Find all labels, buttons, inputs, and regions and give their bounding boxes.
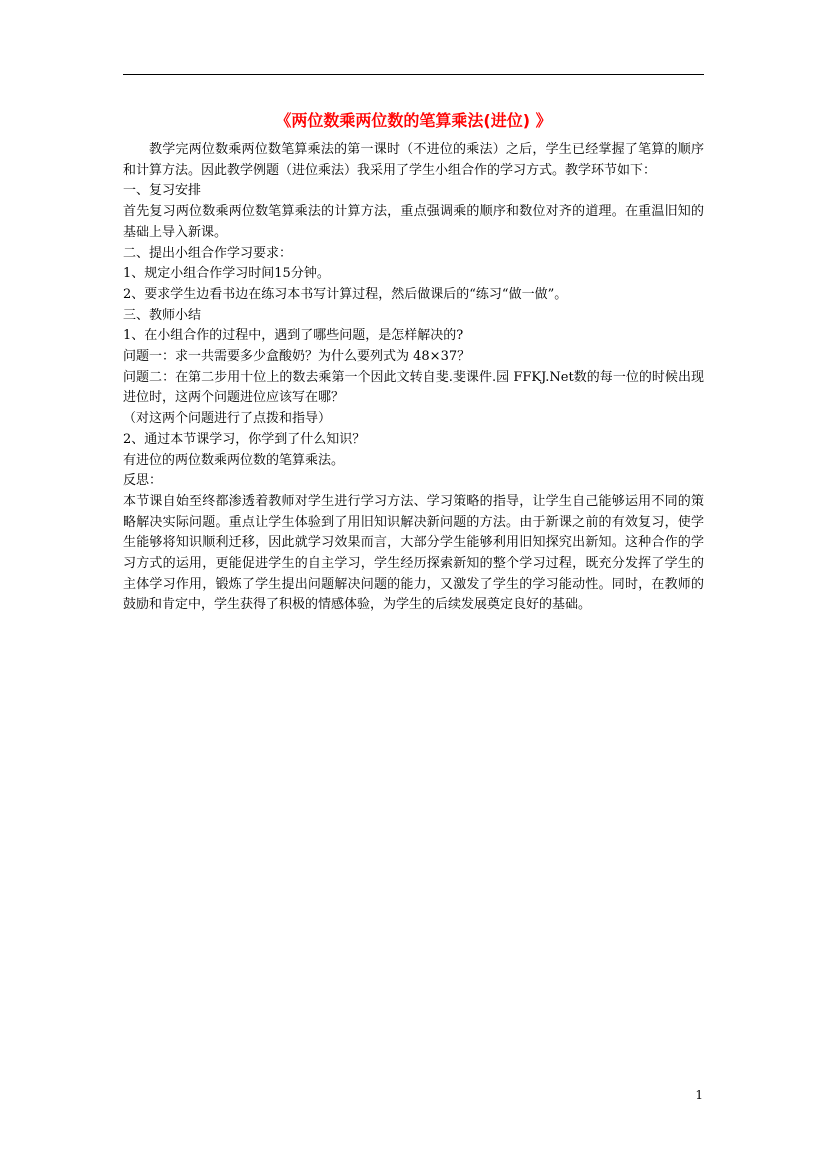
requirement-item-2: 2、要求学生边看书边在练习本书写计算过程，然后做课后的“练习“做一做”。 [123, 286, 568, 302]
reflection-heading: 反思： [123, 473, 163, 489]
reflection-paragraph: 本节课自始至终都渗透着教师对学生进行学习方法、学习策略的指导，让学生自己能够运用不同的策略解决实际问题。重点让学生体验到了用旧知识解决新问题的方法。由于新课之前的有效复习，使学生能够将知识顺利迁移，因此就学习效果而言，大部分学生能够利用旧知探究出新知。这种合作的学习方式的运用，更能促进学生的自主学习，学生经历探索新知的整个学习过程，既充分发挥了学生的主体学习作用，锻炼了学生提出问题解决问题的能力，又激发了学生的学习能动性。同时，在教师的鼓励和肯定中，学生获得了积极的情感体验，为学生的后续发展奠定良好的基础。 [123, 493, 704, 613]
section-heading-review: 一、复习安排 [123, 183, 202, 199]
page-number: 1 [695, 1088, 703, 1102]
intro-paragraph: 教学完两位数乘两位数笔算乘法的第一课时（不进位的乘法）之后，学生已经掌握了笔算的顺序和计算方法。因此教学例题（进位乘法）我采用了学生小组合作的学习方式。教学环节如下： [123, 142, 704, 178]
question-two: 问题二：在第二步用十位上的数去乘第一个因此文转自斐.斐课件.园 FFKJ.Net数的每一位的时候出现进位时，这两个问题进位应该写在哪？ [123, 369, 704, 406]
header-rule [123, 74, 704, 75]
question-one: 问题一：求一共需要多少盒酸奶？为什么要列式为 48×37？ [123, 349, 471, 365]
document-body [123, 140, 704, 616]
review-paragraph: 首先复习两位数乘两位数笔算乘法的计算方法，重点强调乘的顺序和数位对齐的道理。在重温旧知的基础上导入新课。 [123, 204, 704, 240]
summary-answer: 有进位的两位数乘两位数的笔算乘法。 [123, 452, 345, 468]
document-title: 《两位数乘两位数的笔算乘法(进位) 》 [275, 111, 552, 130]
section-heading-group-requirements: 二、提出小组合作学习要求： [123, 245, 293, 261]
summary-item-2: 2、通过本节课学习，你学到了什么知识？ [123, 431, 366, 447]
guidance-note: （对这两个问题进行了点拨和指导） [123, 411, 332, 427]
requirement-item-1: 1、规定小组合作学习时间15分钟。 [123, 266, 330, 282]
section-heading-teacher-summary: 三、教师小结 [123, 307, 202, 323]
summary-item-1: 1、在小组合作的过程中，遇到了哪些问题，是怎样解决的? [123, 328, 464, 344]
